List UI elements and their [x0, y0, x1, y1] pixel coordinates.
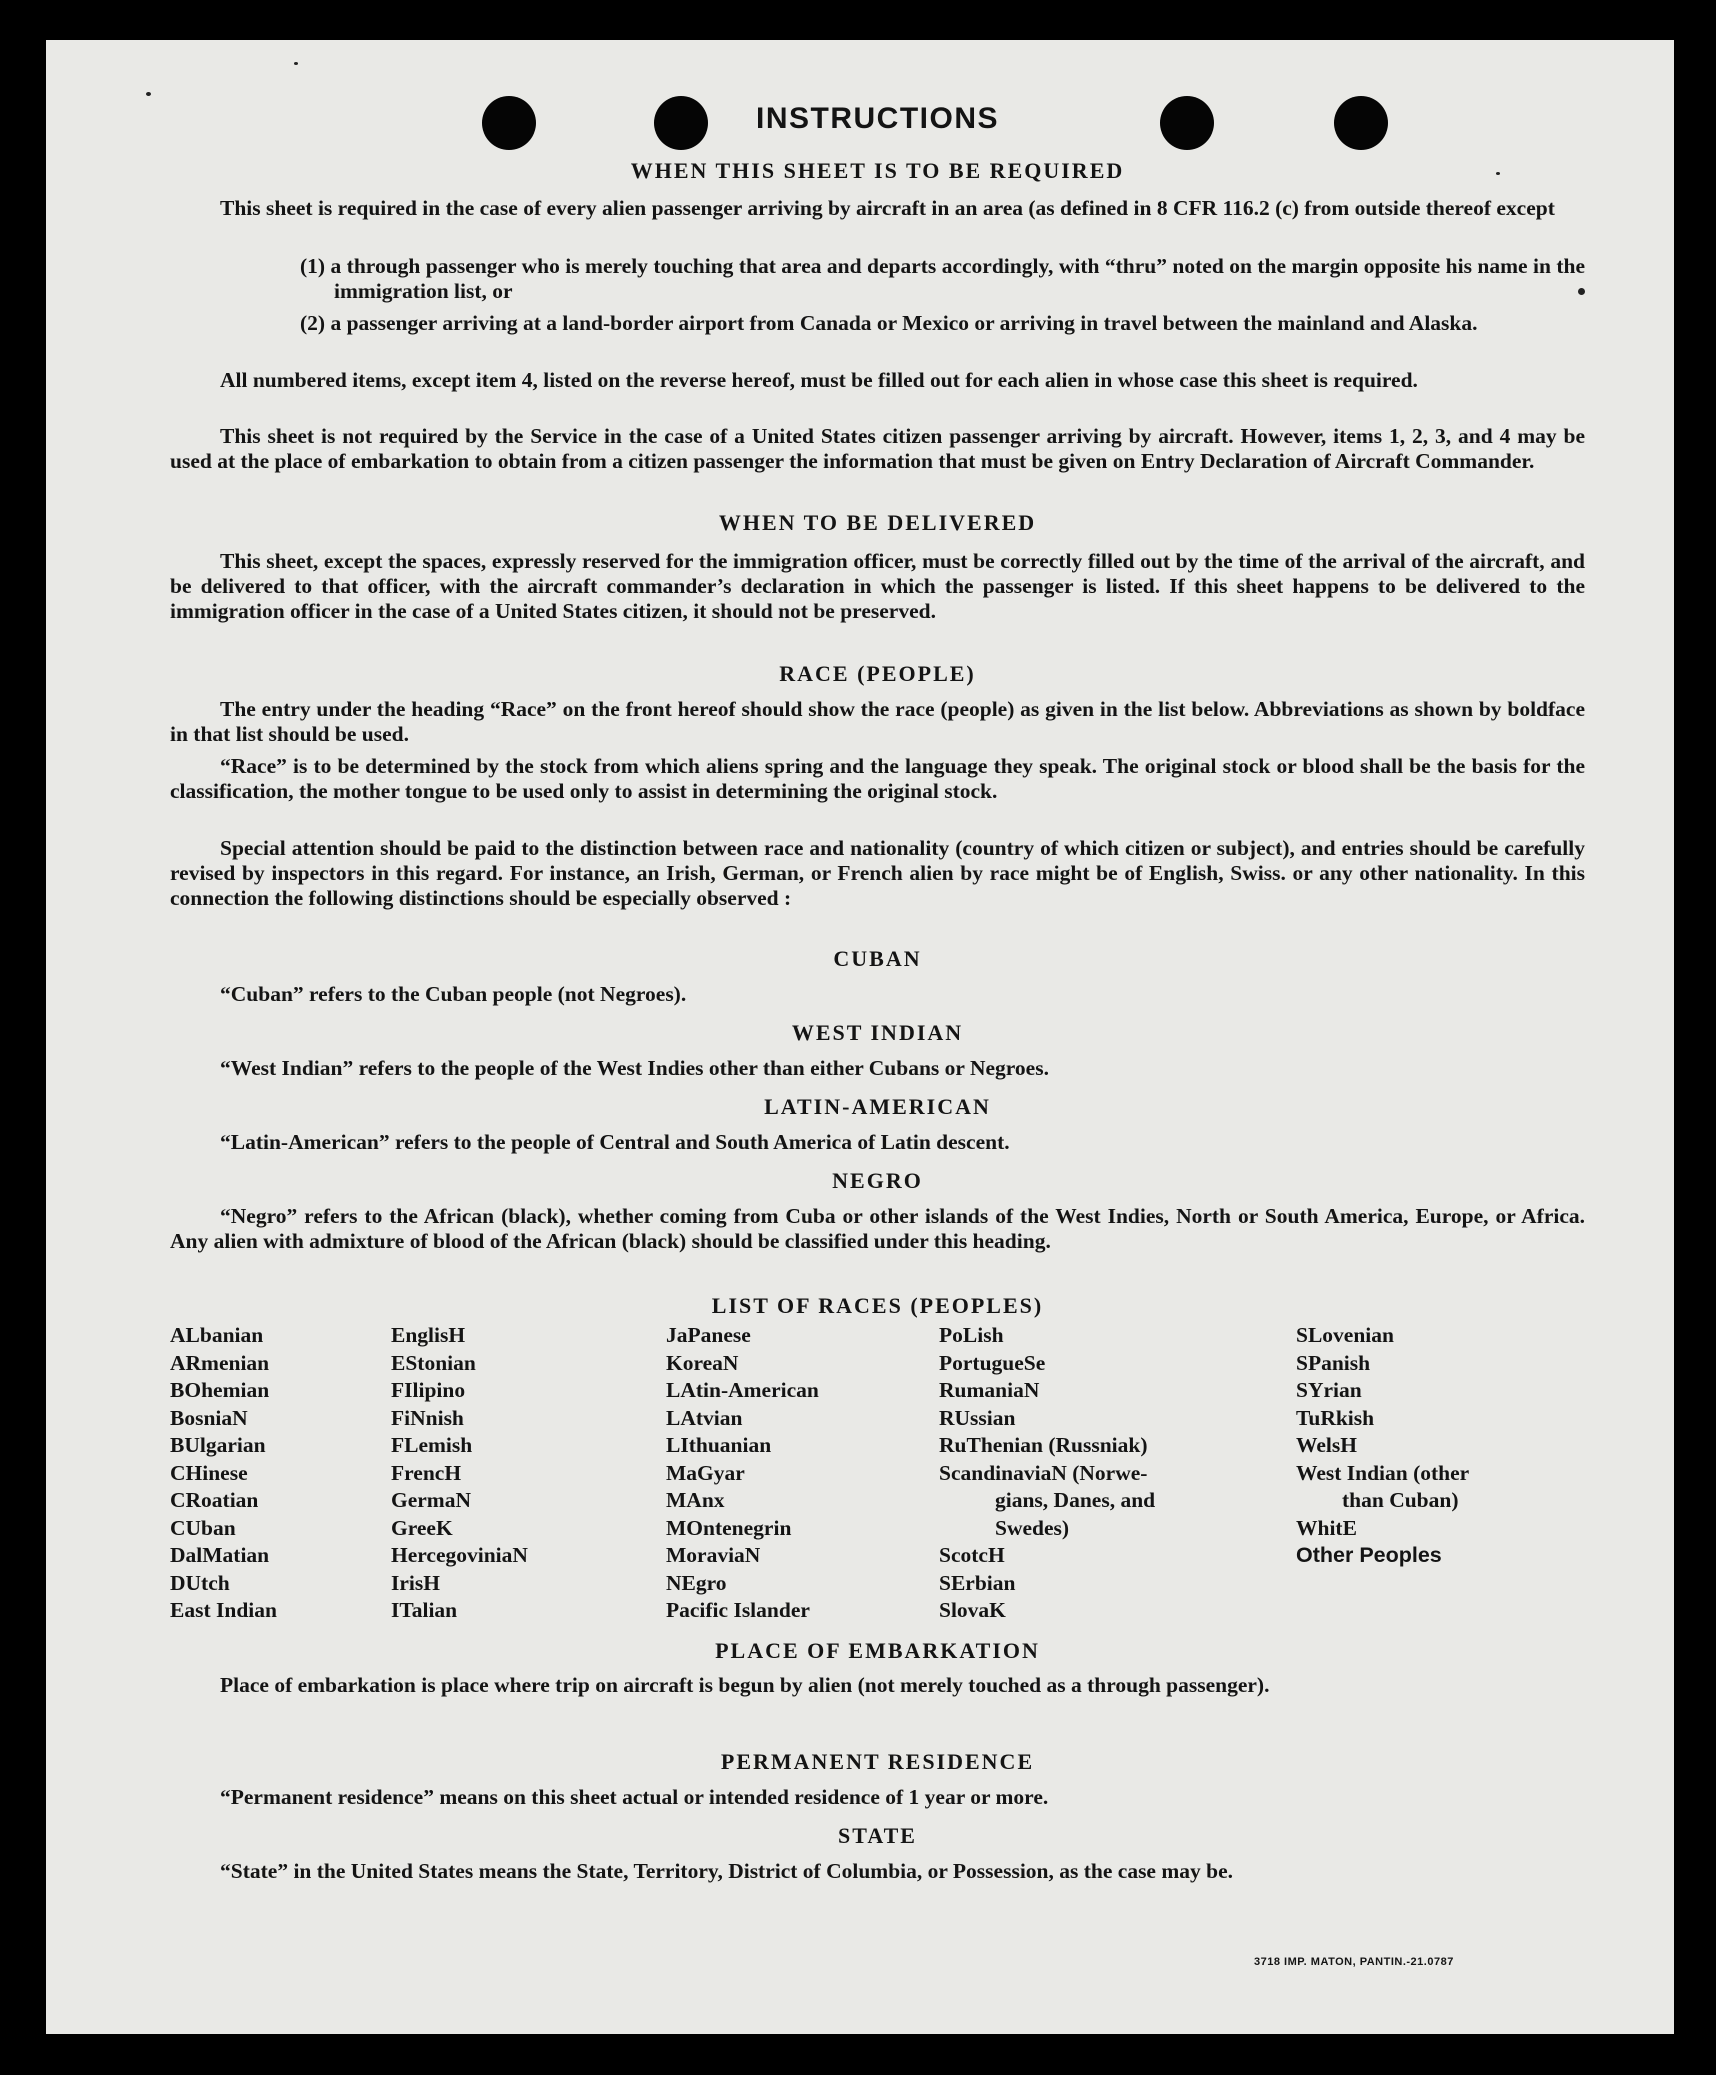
cuban-heading: CUBAN [833, 946, 922, 971]
race-entry: PortugueSe [939, 1350, 1046, 1375]
race-entry: FrencH [391, 1460, 462, 1485]
race-paragraph-3: Special attention should be paid to the distinction between race and nationality (country of which citizen or subject), and entries should be carefully revised by inspectors in this regard. For instance, an Irish, German, or French alien by race might be of English, Swiss. or any other nationality. In this connection the following distinctions should be especially observed : [170, 836, 1585, 910]
delivered-heading: WHEN TO BE DELIVERED [718, 510, 1037, 535]
race-entry: West Indian (other [1296, 1460, 1470, 1485]
page-title: INSTRUCTIONS [756, 102, 999, 135]
race-entry: BosniaN [170, 1405, 248, 1430]
latin-american-text: “Latin-American” refers to the people of Central and South America of Latin descent. [220, 1130, 1010, 1154]
race-entry: CUban [170, 1515, 236, 1540]
race-entry: FIlipino [391, 1378, 466, 1402]
race-entry-continued: than Cuban) [1342, 1488, 1459, 1512]
race-entry: DalMatian [170, 1543, 270, 1567]
race-entry: GermaN [391, 1488, 471, 1512]
delivered-text: This sheet, except the spaces, expressly reserved for the immigration officer, must be correctly filled out by the time of the arrival of the aircraft, and be delivered to that officer, with the aircraft commander’s declaration in which the passenger is listed. If this sheet happens to be delivered to the immigration officer in the case of a United States citizen, it should not be preserved. [170, 549, 1585, 623]
races-column-1 [170, 1323, 277, 1626]
race-entry: MOntenegrin [666, 1515, 792, 1540]
permanent-residence-heading: PERMANENT RESIDENCE [720, 1749, 1035, 1774]
form-sheet [46, 40, 1674, 2034]
race-entry: SErbian [939, 1570, 1016, 1595]
race-entry: DUtch [170, 1570, 230, 1595]
race-entry: HercegoviniaN [391, 1543, 528, 1567]
race-entry: SPanish [1296, 1350, 1371, 1375]
race-entry: SlovaK [939, 1598, 1006, 1622]
embarkation-text: Place of embarkation is place where trip on aircraft is begun by alien (not merely touched as a through passenger). [220, 1673, 1270, 1697]
race-entry: IrisH [391, 1570, 440, 1595]
west-indian-text: “West Indian” refers to the people of the West Indies other than either Cubans or Negroes. [220, 1056, 1049, 1080]
negro-text: “Negro” refers to the African (black), whether coming from Cuba or other islands of the West Indies, North or South America, Europe, or Africa. Any alien with admixture of blood of the African (black) should be classified under this heading. [170, 1204, 1585, 1253]
race-entry: ITalian [391, 1598, 458, 1622]
required-intro: This sheet is required in the case of every alien passenger arriving by aircraft in an area (as defined in 8 CFR 116.2 (c) from outside thereof except [220, 196, 1555, 220]
state-heading: STATE [838, 1823, 917, 1848]
race-entry: GreeK [391, 1515, 453, 1540]
race-entry: SLovenian [1296, 1323, 1394, 1347]
race-entry: TuRkish [1296, 1405, 1375, 1430]
required-heading: WHEN THIS SHEET IS TO BE REQUIRED [630, 158, 1125, 183]
race-entry: LIthuanian [666, 1433, 772, 1457]
race-paragraph-1: The entry under the heading “Race” on the front hereof should show the race (people) as given in the list below. Abbreviations as shown by boldface in that list should be used. [170, 697, 1585, 746]
permanent-residence-text: “Permanent residence” means on this sheet actual or intended residence of 1 year or more. [220, 1785, 1049, 1809]
races-column-4 [939, 1323, 1155, 1626]
race-entry: MoraviaN [666, 1543, 761, 1567]
race-entry: EStonian [391, 1350, 476, 1375]
race-entry: RUssian [939, 1405, 1016, 1430]
race-entry: PoLish [939, 1323, 1004, 1347]
race-paragraph-2: “Race” is to be determined by the stock from which aliens spring and the language they speak. The original stock or blood shall be the basis for the classification, the mother tongue to be used only to assist in determining the original stock. [170, 754, 1585, 803]
race-entry: RuThenian (Russniak) [939, 1433, 1148, 1457]
races-column-3 [666, 1323, 819, 1626]
race-heading: RACE (PEOPLE) [779, 661, 976, 686]
races-column-5 [1296, 1323, 1469, 1571]
races-column-2 [391, 1323, 528, 1626]
exception-2: (2) a passenger arriving at a land-border airport from Canada or Mexico or arriving in travel between the mainland and Alaska. [300, 311, 1478, 335]
list-of-races-heading: LIST OF RACES (PEOPLES) [711, 1293, 1044, 1318]
race-entry-continued: gians, Danes, and [995, 1488, 1156, 1512]
race-entry: BUlgarian [170, 1433, 266, 1457]
race-entry: ScotcH [939, 1543, 1005, 1567]
race-entry: BOhemian [170, 1378, 270, 1402]
race-entry: ARmenian [170, 1350, 270, 1375]
race-entry: WhitE [1296, 1515, 1357, 1540]
race-entry: MaGyar [666, 1460, 745, 1485]
race-entry: EnglisH [391, 1323, 466, 1347]
race-entry: East Indian [170, 1598, 277, 1622]
race-entry: NEgro [666, 1570, 727, 1595]
citizen-note: This sheet is not required by the Service in the case of a United States citizen passenger arriving by aircraft. However, items 1, 2, 3, and 4 may be used at the place of embarkation to obtain from a citizen passenger the information that must be given on Entry Declaration of Aircraft Commander. [170, 424, 1585, 473]
race-entry: CHinese [170, 1460, 248, 1485]
race-entry: ScandinaviaN (Norwe- [939, 1460, 1148, 1485]
race-entry: ALbanian [170, 1323, 264, 1347]
race-entry: CRoatian [170, 1488, 259, 1512]
numbered-items-text: All numbered items, except item 4, listed on the reverse hereof, must be filled out for each alien in whose case this sheet is required. [220, 368, 1418, 392]
race-entry: MAnx [666, 1488, 725, 1512]
race-entry: JaPanese [666, 1323, 751, 1347]
state-text: “State” in the United States means the State, Territory, District of Columbia, or Possession, as the case may be. [220, 1859, 1234, 1883]
race-entry: FiNnish [391, 1405, 464, 1430]
printer-imprint: 3718 IMP. MATON, PANTIN.-21.0787 [1254, 1956, 1454, 1968]
cuban-text: “Cuban” refers to the Cuban people (not Negroes). [220, 982, 687, 1006]
negro-heading: NEGRO [832, 1168, 923, 1193]
race-entry: KoreaN [666, 1350, 739, 1375]
race-entry: RumaniaN [939, 1378, 1040, 1402]
race-entry: Other Peoples [1296, 1543, 1442, 1567]
race-entry: LAtin-American [666, 1378, 819, 1402]
race-entry: SYrian [1296, 1378, 1362, 1402]
latin-american-heading: LATIN-AMERICAN [764, 1094, 991, 1119]
race-entry: Pacific Islander [666, 1598, 810, 1622]
race-entry: LAtvian [666, 1405, 743, 1430]
race-entry: WelsH [1296, 1433, 1357, 1457]
west-indian-heading: WEST INDIAN [791, 1020, 964, 1045]
embarkation-heading: PLACE OF EMBARKATION [715, 1638, 1040, 1663]
exception-1: (1) a through passenger who is merely touching that area and departs accordingly, with “thru” noted on the margin opposite his name in the immigration list, or [300, 254, 1585, 303]
race-entry-continued: Swedes) [995, 1515, 1070, 1540]
race-entry: FLemish [391, 1433, 473, 1457]
